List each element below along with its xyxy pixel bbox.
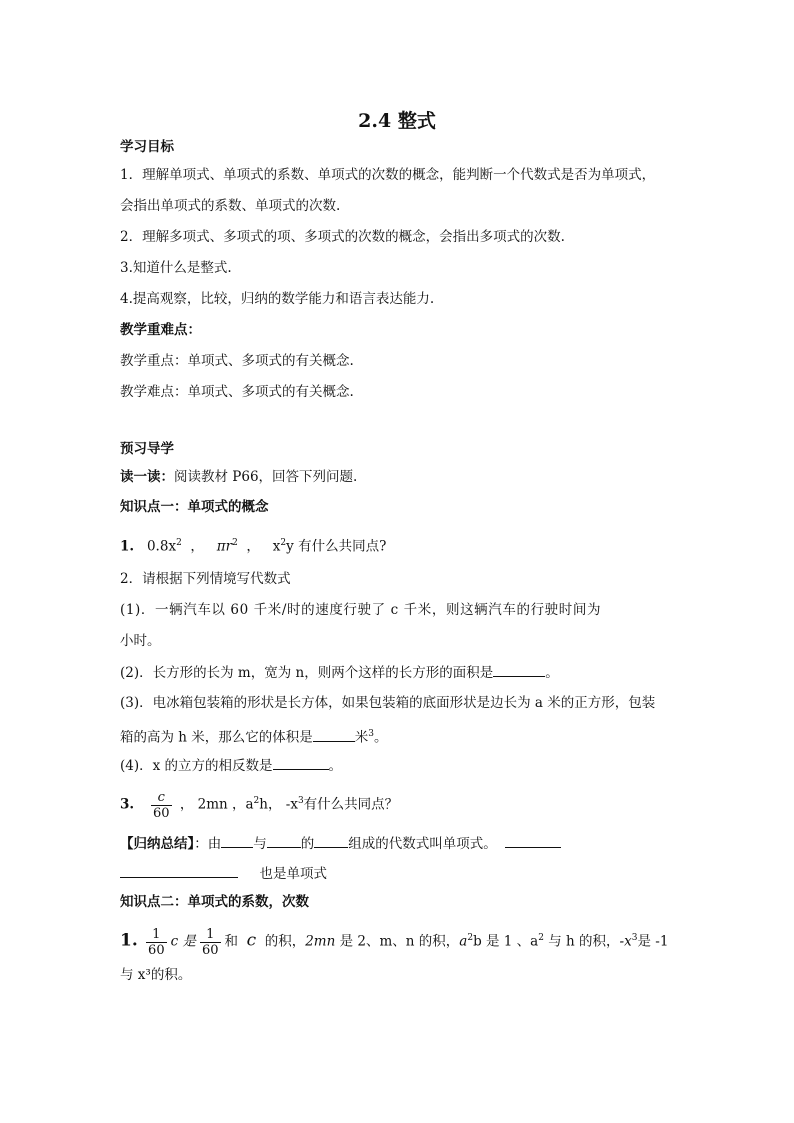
expr: h， -x — [259, 796, 298, 813]
key-heading: 教学重难点： — [120, 322, 201, 338]
q2-2 — [120, 663, 559, 682]
read-text: 阅读教材 P66，回答下列问题. — [174, 469, 358, 485]
fraction — [146, 927, 167, 958]
read-label: 读一读： — [120, 469, 174, 485]
expr: 的积， — [264, 933, 306, 950]
q2-1a: (1)．一辆汽车以 60 千米/时的速度行驶了 c 千米，则这辆汽车的行驶时间为 — [120, 602, 602, 618]
exponent: 2 — [280, 538, 287, 548]
q2-intro: 2．请根据下列情境写代数式 — [120, 571, 291, 587]
question-1 — [120, 534, 386, 556]
answer-blank[interactable] — [221, 834, 253, 848]
page-title: 2.4 整式 — [358, 110, 436, 132]
q2-2-text: (2)．长方形的长为 m，宽为 n，则两个这样的长方形的面积是 — [120, 665, 494, 681]
q2-3a: (3)．电冰箱包装箱的形状是长方体，如果包装箱的底面形状是边长为 a 米的正方形，包装 — [120, 695, 656, 711]
expr: 是 -1 — [637, 933, 669, 950]
expr: x — [272, 538, 281, 555]
answer-blank[interactable] — [505, 834, 561, 848]
punct: 。 — [374, 729, 388, 746]
expr: 是 2、m、n 的积， — [339, 933, 460, 950]
question-number: 3. — [120, 796, 135, 813]
summary-line — [120, 834, 561, 853]
q2-3b — [120, 725, 388, 747]
fraction-denominator: 60 — [148, 942, 165, 958]
answer-blank[interactable] — [493, 663, 545, 677]
exponent: 3 — [368, 729, 375, 739]
goal-line: 2．理解多项式、多项式的项、多项式的次数的概念，会指出多项式的次数. — [120, 229, 565, 245]
fraction-denominator: 60 — [201, 942, 219, 958]
summary-label: 【归纳总结】 — [120, 836, 195, 852]
exponent: 2 — [467, 933, 474, 943]
exponent: 2 — [232, 538, 238, 548]
question-3 — [120, 784, 398, 822]
goal-line: 1．理解单项式、单项式的系数、单项式的次数的概念，能判断一个代数式是否为单项式， — [120, 167, 656, 183]
goal-line: 会指出单项式的系数、单项式的次数. — [120, 198, 341, 214]
unit: 米 — [354, 729, 369, 746]
read-line — [120, 468, 357, 486]
summary-text: 与 — [253, 836, 267, 852]
q2-4 — [120, 756, 342, 775]
expr: 与 h 的积， — [548, 933, 620, 950]
exponent: 3 — [297, 796, 304, 806]
separator: ， — [246, 538, 260, 555]
question-number: 1. — [120, 930, 138, 951]
answer-blank[interactable] — [273, 756, 329, 770]
preview-heading: 预习导学 — [120, 441, 174, 457]
fraction-numerator: 1 — [200, 927, 221, 943]
expr: ， 2mn ，a — [179, 796, 254, 813]
exponent: 3 — [631, 933, 638, 943]
answer-blank[interactable] — [120, 864, 238, 878]
summary-text: 组成的代数式叫单项式。 — [348, 836, 497, 852]
goal-line: 3.知道什么是整式. — [120, 260, 232, 276]
expr: 和 — [224, 933, 238, 950]
fraction-denominator: 60 — [152, 805, 170, 821]
exponent: 2 — [176, 538, 182, 548]
punct: 。 — [545, 665, 559, 681]
summary-text: ：由 — [194, 836, 222, 852]
expr: 有什么共同点？ — [303, 796, 399, 813]
expr: -x — [619, 933, 632, 950]
separator: ， — [190, 538, 204, 555]
kp1-heading: 知识点一：单项式的概念 — [120, 499, 269, 515]
example-1-line-2: 与 x³的积。 — [120, 967, 192, 983]
expr: y 有什么共同点? — [286, 538, 387, 555]
kp2-heading: 知识点二：单项式的系数，次数 — [120, 894, 309, 910]
q2-1b: 小时。 — [120, 633, 161, 649]
exponent: 2 — [253, 796, 260, 806]
example-1 — [120, 918, 668, 962]
fraction-numerator: c — [151, 790, 172, 806]
q2-4-text: (4)．x 的立方的相反数是 — [120, 758, 273, 774]
exponent: 2 — [538, 933, 544, 943]
goals-heading: 学习目标 — [120, 139, 174, 155]
difficult-point: 教学难点：单项式、多项式的有关概念. — [120, 384, 354, 400]
expr: 0.8x — [146, 538, 177, 555]
fraction — [151, 790, 172, 821]
answer-blank[interactable] — [267, 834, 301, 848]
summary-text: 的 — [300, 836, 315, 852]
expr: a — [459, 933, 468, 950]
fraction — [200, 927, 221, 958]
expr: b 是 1 、a — [473, 933, 539, 950]
answer-blank[interactable] — [313, 728, 355, 742]
key-point: 教学重点：单项式、多项式的有关概念. — [120, 353, 354, 369]
goal-line: 4.提高观察，比较，归纳的数学能力和语言表达能力. — [120, 291, 435, 307]
q2-3b-text: 箱的高为 h 米，那么它的体积是 — [120, 729, 313, 746]
expr: πr — [216, 538, 233, 555]
expr: 2mn — [305, 933, 336, 950]
fraction-numerator: 1 — [146, 927, 167, 943]
expr: c 是 — [170, 933, 196, 950]
summary-text: 也是单项式 — [259, 866, 327, 882]
expr: c — [246, 930, 257, 951]
answer-blank[interactable] — [314, 834, 348, 848]
punct: 。 — [328, 758, 343, 774]
question-number: 1. — [120, 538, 135, 555]
summary-line-2 — [120, 864, 327, 883]
